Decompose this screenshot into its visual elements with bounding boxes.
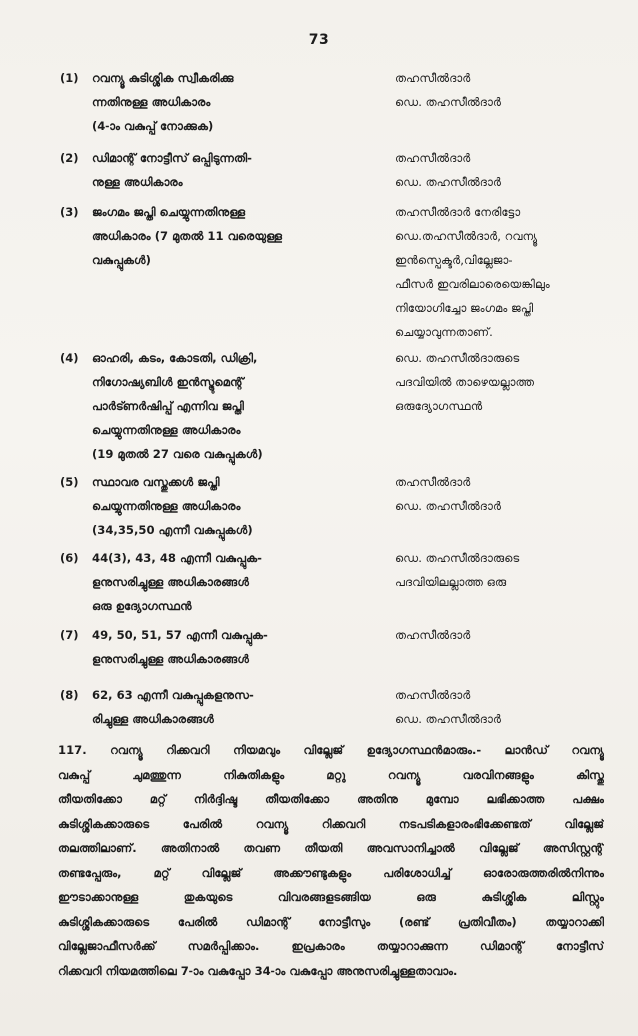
- power-description: [92, 683, 362, 731]
- power-description: [92, 146, 362, 194]
- description-line: 62, 63 എന്നീ വകുപ്പുകളനുസ-: [92, 688, 254, 702]
- authorised-officer: [395, 146, 605, 194]
- item-number: (3): [60, 205, 79, 219]
- item-number: (8): [60, 688, 79, 702]
- description-line: ഡിമാന്റ് നോട്ടീസ് ഒപ്പിടുന്നതി-: [92, 151, 252, 165]
- description-line: (19 മുതൽ 27 വരെ വകുപ്പുകൾ): [92, 447, 263, 461]
- paragraph-line: വില്ലേജാഫീസർക്ക് സമർപ്പിക്കാം. ഇപ്രകാരം തയ്യാറാക്കുന്ന ഡിമാന്റ് നോട്ടീസ്: [58, 939, 604, 953]
- officer-line: പദവിയിലല്ലാത്ത ഒരു: [395, 575, 507, 589]
- officer-line: ഡെ. തഹസീൽദാർ: [395, 712, 501, 726]
- description-line: ളനുസരിച്ചുള്ള അധികാരങ്ങൾ: [92, 652, 249, 666]
- power-description: [92, 623, 362, 671]
- officer-line: തഹസീൽദാർ: [395, 688, 471, 702]
- description-line: ളനുസരിച്ചുള്ള അധികാരങ്ങൾ: [92, 575, 249, 589]
- description-line: ചെയ്യുന്നതിനുള്ള അധികാരം: [92, 423, 241, 437]
- authorised-officer: [395, 470, 605, 518]
- description-line: നുള്ള അധികാരം: [92, 175, 183, 189]
- description-line: 49, 50, 51, 57 എന്നീ വകുപ്പുക-: [92, 628, 268, 642]
- officer-line: ഫീസർ ഇവരിലാരെയെങ്കിലും: [395, 277, 550, 291]
- authorised-officer: [395, 346, 605, 418]
- description-line: ചെയ്യുന്നതിനുള്ള അധികാരം: [92, 499, 241, 513]
- power-description: [92, 546, 362, 618]
- officer-line: ഇൻസ്പെക്ടർ,വില്ലേജാ-: [395, 253, 513, 267]
- item-number: (5): [60, 475, 79, 489]
- description-line: ഒരു ഉദ്യോഗസ്ഥൻ: [92, 599, 192, 613]
- description-line: വകുപ്പുകൾ): [92, 253, 151, 267]
- description-line: പാർട്ണർഷിപ്പ് എന്നിവ ജപ്തി: [92, 399, 244, 413]
- paragraph-line: റിക്കവറി നിയമത്തിലെ 7-ാം വകുപ്പോ 34-ാം വകുപ്പോ അനുസരിച്ചുള്ളതാവാം.: [58, 963, 458, 978]
- description-line: ജംഗമം ജപ്തി ചെയ്യുന്നതിനുള്ള: [92, 205, 246, 219]
- description-line: 44(3), 43, 48 എന്നീ വകുപ്പുക-: [92, 551, 262, 565]
- officer-line: ഒരുദ്യോഗസ്ഥൻ: [395, 399, 483, 413]
- item-number: (2): [60, 151, 79, 165]
- officer-line: ഡെ. തഹസീൽദാർ: [395, 175, 501, 189]
- authorised-officer: [395, 683, 605, 731]
- paragraph-line: തലത്തിലാണ്. അതിനാൽ തവണ തീയതി അവസാനിച്ചാൽ വില്ലേജ് അസിസ്റ്റന്റ്: [58, 841, 604, 855]
- officer-line: ഡെ. തഹസീൽദാർ: [395, 499, 501, 513]
- paragraph-line: വകുപ്പ് ചുമത്തുന്ന നികുതികളും മറ്റു റവന്യൂ വരവിനങ്ങളും കിസ്തു: [58, 767, 604, 782]
- description-line: ഓഹരി, കടം, കോടതി, ഡിക്രി,: [92, 351, 258, 365]
- description-line: (4-ാം വകുപ്പ് നോക്കുക): [92, 119, 214, 133]
- officer-line: ഡെ. തഹസീൽദാരുടെ: [395, 551, 520, 565]
- description-line: സ്ഥാവര വസ്തുക്കൾ ജപ്തി: [92, 475, 220, 489]
- officer-line: നിയോഗിച്ചോ ജംഗമം ജപ്തി: [395, 301, 534, 315]
- item-number: (1): [60, 71, 79, 85]
- officer-line: തഹസീൽദാർ: [395, 151, 471, 165]
- power-description: [92, 200, 362, 272]
- power-description: [92, 470, 362, 542]
- officer-line: ഡെ. തഹസീൽദാർ: [395, 95, 501, 109]
- authorised-officer: [395, 546, 605, 594]
- paragraph-line: 117. റവന്യൂ റിക്കവറി നിയമവും വില്ലേജ് ഉദ്യോഗസ്ഥൻമാരും.- ലാൻഡ് റവന്യൂ: [58, 743, 604, 757]
- officer-line: തഹസീൽദാർ: [395, 71, 471, 85]
- paragraph-line: കുടിശ്ശികക്കാരുടെ പേരിൽ ഡിമാന്റ് നോട്ടീസും (രണ്ട് പ്രതിവീതം) തയ്യാറാക്കി: [58, 914, 604, 929]
- description-line: ന്നതിനുള്ള അധികാരം: [92, 95, 211, 109]
- paragraph-line: ഈടാക്കാനുള്ള തുകയുടെ വിവരങ്ങളടങ്ങിയ ഒരു കുടിശ്ശിക ലിസ്റ്റും: [58, 890, 604, 904]
- page-number: 73: [308, 32, 330, 48]
- item-number: (4): [60, 351, 79, 365]
- description-line: രിച്ചുള്ള അധികാരങ്ങൾ: [92, 712, 214, 726]
- item-number: (6): [60, 551, 79, 565]
- authorised-officer: [395, 66, 605, 114]
- paragraph-line: തണ്ടപ്പേരും, മറ്റ് വില്ലേജ് അക്കൗണ്ടുകളും പരിശോധിച്ച് ഓരോരുത്തരിൽനിന്നും: [58, 865, 604, 880]
- paragraph-line: കുടിശ്ശികക്കാരുടെ പേരിൽ റവന്യൂ റിക്കവറി നടപടികളാരംഭിക്കേണ്ടത് വില്ലേജ്: [58, 816, 604, 831]
- description-line: അധികാരം (7 മുതൽ 11 വരെയുള്ള: [92, 229, 283, 243]
- officer-line: ഡെ. തഹസീൽദാരുടെ: [395, 351, 520, 365]
- officer-line: തഹസീൽദാർ: [395, 475, 471, 489]
- description-line: നിഗോഷ്യബിൾ ഇൻസ്ട്രുമെന്റ്: [92, 375, 244, 389]
- description-line: (34,35,50 എന്നീ വകുപ്പുകൾ): [92, 523, 253, 537]
- item-number: (7): [60, 628, 79, 642]
- section-117-paragraph: [58, 738, 604, 983]
- power-description: [92, 66, 362, 138]
- officer-line: ഡെ.തഹസീൽദാർ, റവന്യൂ: [395, 229, 538, 243]
- officer-line: ചെയ്യാവുന്നതാണ്.: [395, 325, 493, 339]
- officer-line: പദവിയിൽ താഴെയല്ലാത്ത: [395, 375, 535, 389]
- description-line: റവന്യൂ കുടിശ്ശിക സ്വീകരിക്കു: [92, 71, 234, 85]
- officer-line: തഹസീൽദാർ നേരിട്ടോ: [395, 205, 521, 219]
- authorised-officer: [395, 200, 605, 344]
- power-description: [92, 346, 362, 466]
- paragraph-line: തീയതിക്കോ മറ്റ് നിർദ്ദിഷ്ട തീയതിക്കോ അതിനു മുമ്പോ ലഭിക്കാത്ത പക്ഷം: [58, 792, 604, 806]
- authorised-officer: [395, 623, 605, 647]
- officer-line: തഹസീൽദാർ: [395, 628, 471, 642]
